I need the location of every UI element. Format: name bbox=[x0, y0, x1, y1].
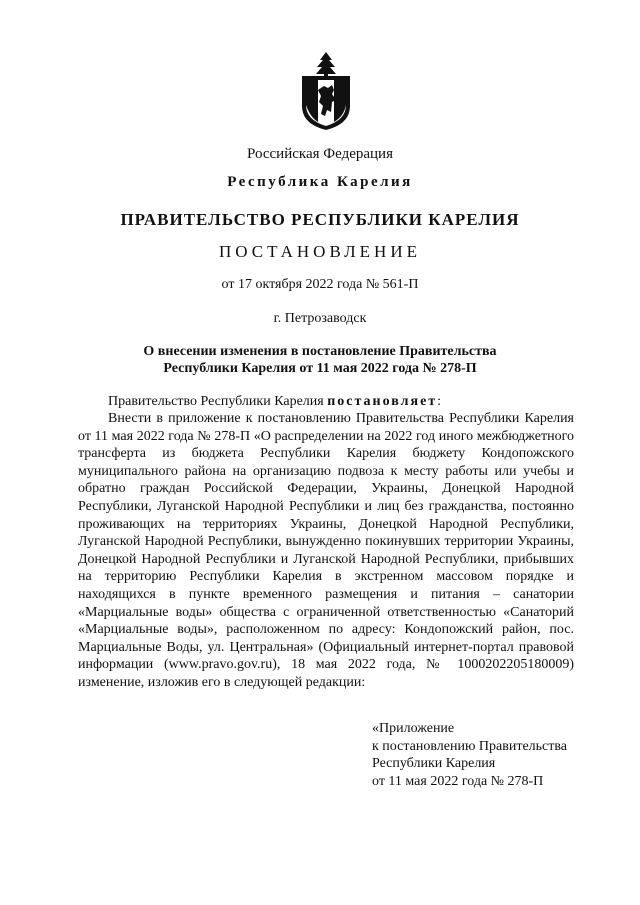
document-title-line-1: О внесении изменения в постановление Правительства bbox=[143, 344, 497, 359]
document-type: ПОСТАНОВЛЕНИЕ bbox=[218, 242, 421, 261]
appendix-reference bbox=[372, 720, 612, 790]
document-date-number: от 17 октября 2022 года № 561-П bbox=[221, 277, 419, 292]
appendix-line-4: от 11 мая 2022 года № 278-П bbox=[372, 773, 544, 789]
government-name: ПРАВИТЕЛЬСТВО РЕСПУБЛИКИ КАРЕЛИЯ bbox=[120, 210, 520, 229]
appendix-line-3: Республики Карелия bbox=[372, 756, 496, 772]
preamble-verb: постановляет bbox=[327, 394, 438, 409]
republic-name: Республика Карелия bbox=[227, 174, 413, 190]
appendix-line-1: «Приложение bbox=[372, 721, 455, 736]
preamble bbox=[78, 393, 574, 411]
karelia-coat-of-arms-icon bbox=[298, 50, 354, 132]
document-city: г. Петрозаводск bbox=[273, 311, 367, 326]
preamble-text: Правительство Республики Карелия bbox=[108, 394, 328, 409]
preamble-colon: : bbox=[437, 394, 442, 409]
body-paragraph: Внести в приложение к постановлению Правительства Республики Карелия от 11 мая 2022 года № 278-П «О распределении на 2022 год иного межбюджетного трансферта из бюджета Республики Карелия бюджету Кондопожского муниципального района на организацию подвоза к месту работы или учебы и обратно граждан Российской Федерации, Украины, Донецкой Народной Республики, Луганской Народной Республики и лиц без гражданства, постоянно проживающих на территориях Украины, Донецкой Народной Республики, Луганской Народной Республики, вынужденно покинувших территории Украины, Донецкой Народной Республики и Луганской Народной Республики, прибывших на территорию Республики Карелия в экстренном массовом порядке и находящихся в пункте временного размещения и питания – санатории «Марциальные воды» общества с ограниченной ответственностью «Санаторий «Марциальные воды», расположенном по адресу: Кондопожский район, пос. Марциальные Воды, ул. Центральная» (Официальный интернет-портал правовой информации (www.pravo.gov.ru), 18 мая 2022 года, № 1000202205180009) изменение, изложив его в следующей редакции: bbox=[78, 411, 574, 690]
appendix-line-2: к постановлению Правительства bbox=[372, 738, 568, 754]
document-title-line-2: Республики Карелия от 11 мая 2022 года № 278-П bbox=[163, 361, 477, 376]
country-name: Российская Федерация bbox=[247, 146, 393, 162]
